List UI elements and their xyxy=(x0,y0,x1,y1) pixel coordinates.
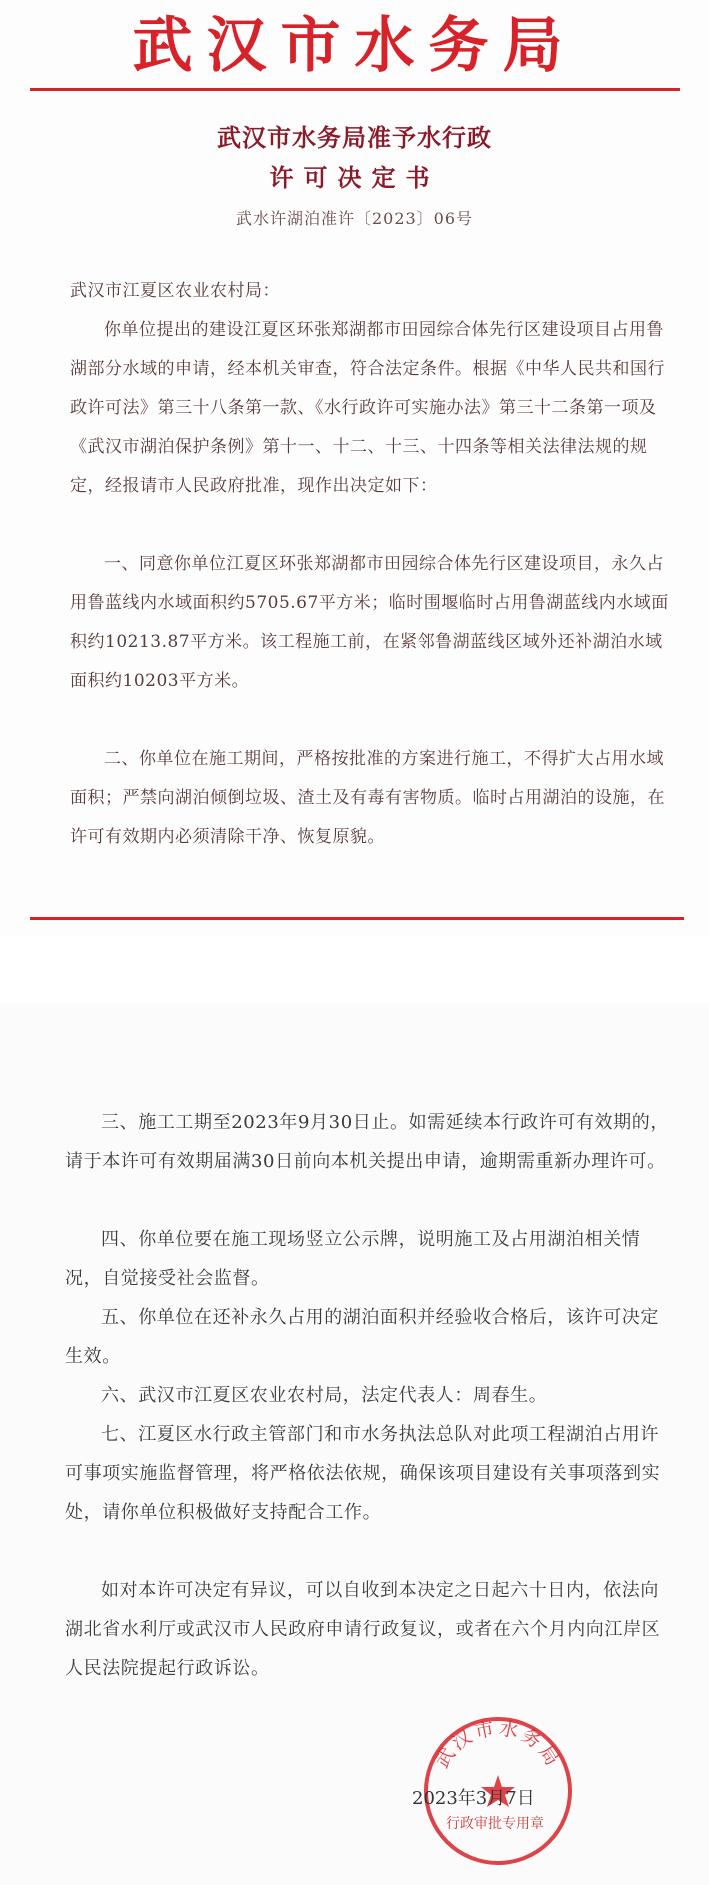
document-title-line2: 许可决定书 xyxy=(269,164,440,192)
svg-text:武汉市水务局: 武汉市水务局 xyxy=(431,1717,565,1772)
document-number: 武水许湖泊准许〔2023〕06号 xyxy=(235,209,474,228)
masthead-title: 武汉市水务局 xyxy=(132,11,577,81)
page-gap xyxy=(0,935,709,1003)
seal-bottom-text: 行政审批专用章 xyxy=(446,1816,544,1832)
item-6-paragraph: 六、武汉市江夏区农业农村局，法定代表人：周春生。 xyxy=(101,1385,548,1406)
item-5-paragraph: 五、你单位在还补永久占用的湖泊面积并经验收合格后，该许可决定生效。 xyxy=(65,1307,659,1367)
intro-paragraph: 你单位提出的建设江夏区环张郑湖都市田园综合体先行区建设项目占用鲁湖部分水域的申请，经本机关审查，符合法定条件。根据《中华人民共和国行政许可法》第三十八条第一款、《水行政许可实施办法》第三十二条第一项及《武汉市湖泊保护条例》第十一、十二、十三、十四条等相关法律法规的规定，经报请市人民政府批准，现作出决定如下： xyxy=(70,320,665,496)
item-3-paragraph: 三、施工工期至2023年9月30日止。如需延续本行政许可有效期的，请于本许可有效期届满30日前向本机关提出申请，逾期需重新办理许可。 xyxy=(65,1112,669,1172)
issue-date: 2023年3月7日 xyxy=(412,1788,535,1809)
masthead-red-divider xyxy=(30,88,680,91)
item-4-paragraph: 四、你单位要在施工现场竖立公示牌，说明施工及占用湖泊相关情况，自觉接受社会监督。 xyxy=(65,1229,641,1289)
item-1-paragraph: 一、同意你单位江夏区环张郑湖都市田园综合体先行区建设项目，永久占用鲁蓝线内水域面积约5705.67平方米；临时围堰临时占用鲁湖蓝线内水域面积约10213.87平方米。该工程施工前，在紧邻鲁湖蓝线区域外还补湖泊水域面积约10203平方米。 xyxy=(70,554,669,691)
document-title-line1: 武汉市水务局准予水行政 xyxy=(217,124,492,152)
footer-red-divider xyxy=(30,917,684,920)
document-page-1 xyxy=(0,0,709,935)
item-2-paragraph: 二、你单位在施工期间，严格按批准的方案进行施工，不得扩大占用水域面积；严禁向湖泊倾倒垃圾、渣土及有毒有害物质。临时占用湖泊的设施，在许可有效期内必须清除干净、恢复原貌。 xyxy=(70,749,665,847)
salutation: 武汉市江夏区农业农村局： xyxy=(70,281,280,301)
item-7-paragraph: 七、江夏区水行政主管部门和市水务执法总队对此项工程湖泊占用许可事项实施监督管理，将严格依法依规，确保该项目建设有关事项落到实处，请你单位积极做好支持配合工作。 xyxy=(65,1424,661,1523)
document-page-2 xyxy=(0,1003,709,1885)
objection-paragraph: 如对本许可决定有异议，可以自收到本决定之日起六十日内，依法向湖北省水利厅或武汉市人民政府申请行政复议，或者在六个月内向江岸区人民法院提起行政诉讼。 xyxy=(65,1580,661,1679)
